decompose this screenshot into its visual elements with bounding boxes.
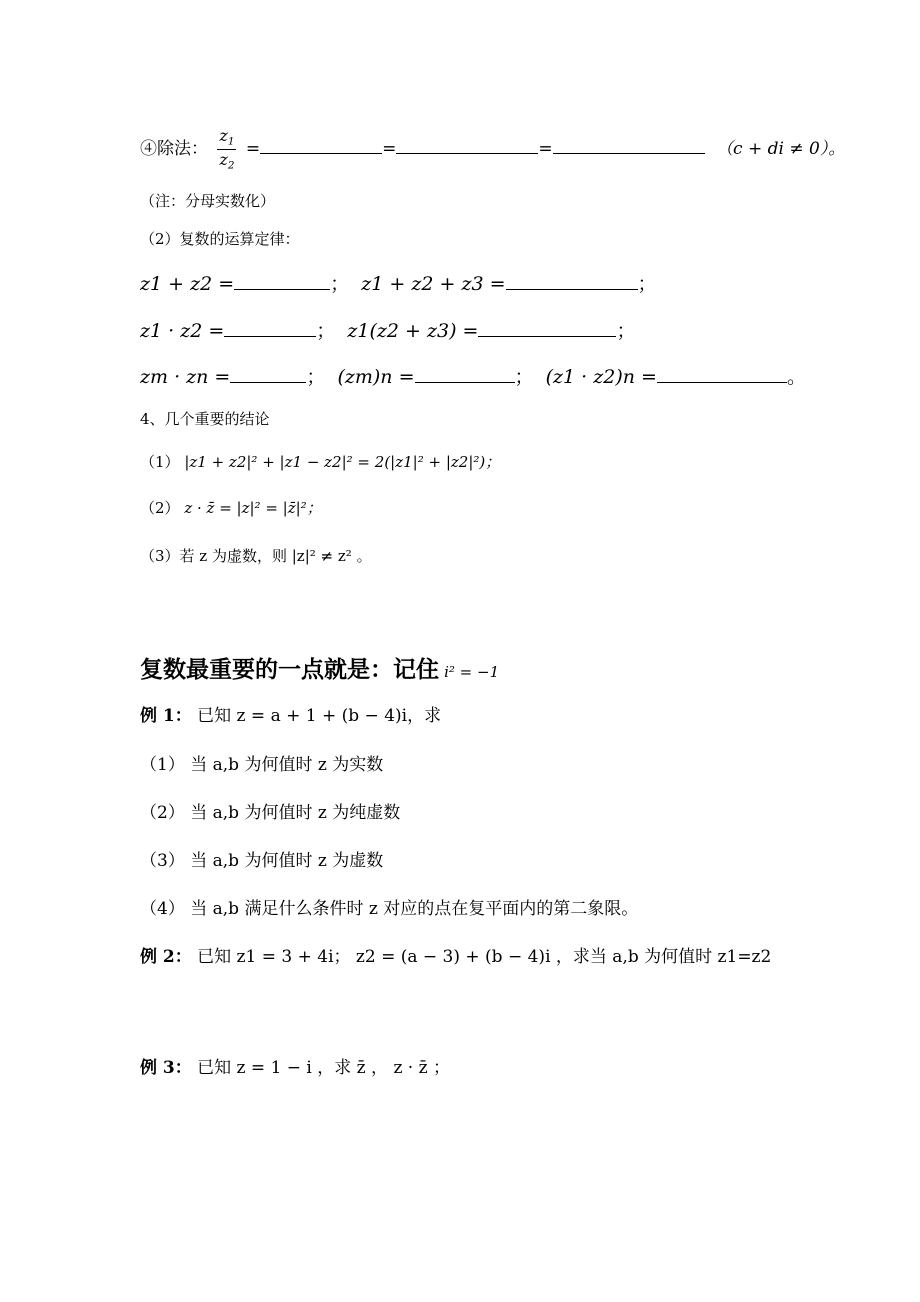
answer-blank[interactable] xyxy=(657,366,787,383)
example-3-stem xyxy=(140,1060,450,1077)
example-2-text: 已知 z1 = 3 + 4i； z2 = (a − 3) + (b − 4)i ，求当 a,b 为何值时 z1=z2 xyxy=(197,947,772,967)
answer-blank[interactable] xyxy=(415,366,515,383)
answer-blank[interactable] xyxy=(396,137,538,154)
law-pow3: (z1 · z2)n = xyxy=(545,366,657,388)
example-1-q2: （2） 当 a,b 为何值时 z 为纯虚数 xyxy=(140,803,401,823)
example-2-stem xyxy=(140,949,771,966)
key-point-formula: i² = −1 xyxy=(444,663,500,681)
conclusion-1-formula: |z1 + z2|² + |z1 − z2|² = 2(|z1|² + |z2|²)； xyxy=(184,453,501,471)
law-mul-comm: z1 · z2 = xyxy=(140,320,225,342)
laws-title: （2）复数的运算定律： xyxy=(140,230,300,248)
division-numerator: $z_1$ xyxy=(217,128,236,150)
answer-blank[interactable] xyxy=(553,137,705,154)
answer-blank[interactable] xyxy=(260,137,382,154)
answer-blank[interactable] xyxy=(506,273,638,290)
laws-row-3: zm · zn = ； (zm)n = ； (z1 · z2)n = 。 xyxy=(140,366,806,388)
division-denominator: $z_2$ xyxy=(219,150,235,172)
division-fraction xyxy=(217,128,236,171)
division-line: ④除法： $\frac{z_1}{z_2}$ = = = （c + di ≠ 0）。 xyxy=(140,126,846,172)
laws-row-2: z1 · z2 = ； z1(z2 + z3) = ； xyxy=(140,320,636,342)
conclusion-3: （3）若 z 为虚数，则 |z|² ≠ z² 。 xyxy=(140,547,372,565)
conclusion-1-label: （1） xyxy=(140,453,180,471)
law-add-comm: z1 + z2 = xyxy=(140,273,235,295)
law-pow1: zm · zn = xyxy=(140,366,231,388)
division-condition: （c + di ≠ 0）。 xyxy=(716,139,846,160)
key-point-text: 复数最重要的一点就是：记住 xyxy=(140,657,439,683)
laws-row-1: z1 + z2 = ； z1 + z2 + z3 = ； xyxy=(140,273,657,295)
example-1-q1: （1） 当 a,b 为何值时 z 为实数 xyxy=(140,755,384,775)
law-distrib: z1(z2 + z3) = xyxy=(347,320,479,342)
answer-blank[interactable] xyxy=(230,366,306,383)
conclusion-2 xyxy=(140,501,322,516)
example-3-text: 已知 z = 1 − i ，求 z̄ ， z · z̄ ； xyxy=(197,1058,450,1078)
example-1-q3: （3） 当 a,b 为何值时 z 为虚数 xyxy=(140,851,384,871)
conclusion-2-label: （2） xyxy=(140,499,180,517)
conclusions-title: 4、几个重要的结论 xyxy=(140,410,270,428)
law-pow2: (zm)n = xyxy=(337,366,415,388)
example-2-label: 例 2： xyxy=(140,947,192,967)
answer-blank[interactable] xyxy=(234,273,330,290)
conclusion-2-formula: z · z̄ = |z|² = |z̄|²； xyxy=(184,499,322,517)
example-1-label: 例 1： xyxy=(140,706,192,726)
example-1-stem xyxy=(140,708,441,725)
key-point-heading xyxy=(140,659,499,682)
law-add-assoc: z1 + z2 + z3 = xyxy=(361,273,506,295)
note-text: （注：分母实数化） xyxy=(140,192,276,210)
example-3-label: 例 3： xyxy=(140,1058,192,1078)
conclusion-1 xyxy=(140,455,500,470)
example-1-q4: （4） 当 a,b 满足什么条件时 z 对应的点在复平面内的第二象限。 xyxy=(140,899,639,919)
answer-blank[interactable] xyxy=(224,320,316,337)
division-prefix: ④除法： xyxy=(140,139,208,160)
example-1-text: 已知 z = a + 1 + (b − 4)i，求 xyxy=(197,706,442,726)
answer-blank[interactable] xyxy=(478,320,616,337)
